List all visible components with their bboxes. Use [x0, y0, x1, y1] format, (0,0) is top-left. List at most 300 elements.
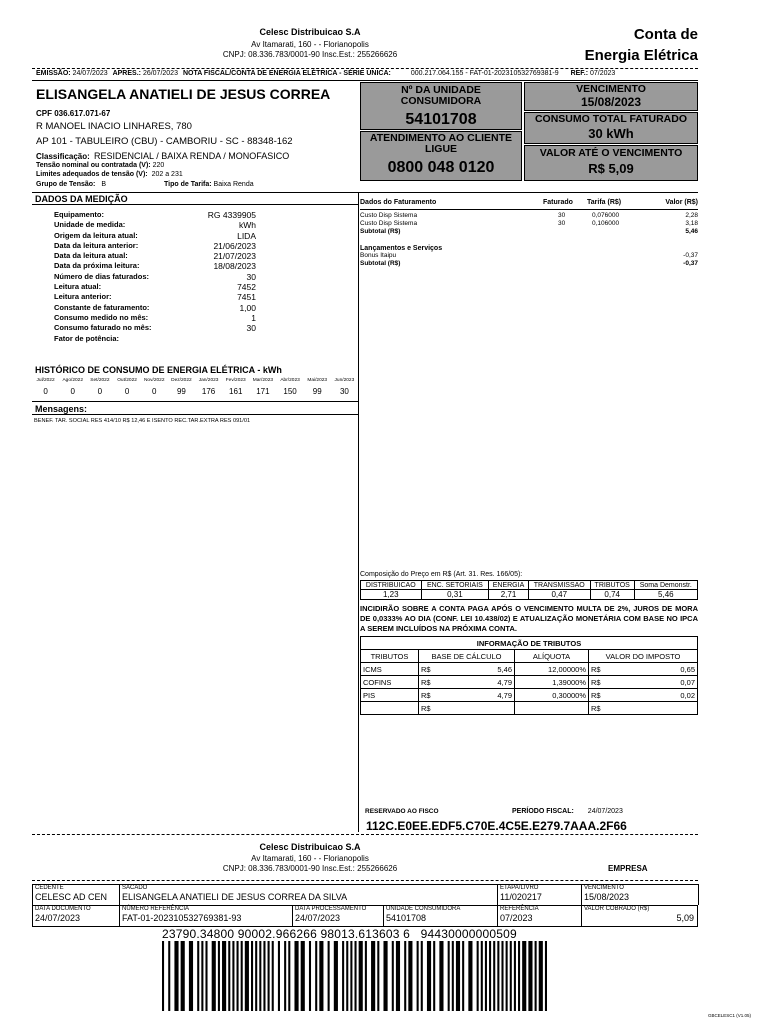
- medicao-title: DADOS DA MEDIÇÃO: [35, 194, 128, 204]
- medicao-value: 30: [246, 271, 256, 282]
- barcode-bar: [421, 941, 423, 1011]
- medicao-value: 21/06/2023: [213, 240, 256, 251]
- composicao-value: 2,71: [489, 590, 529, 600]
- barcode-bar: [237, 941, 239, 1011]
- venc-cell: [581, 884, 698, 905]
- composicao-value: 0,74: [590, 590, 634, 600]
- lanc-desc: Bonus Itaipu: [360, 252, 397, 259]
- medicao-row: [53, 292, 257, 302]
- barcode-bar: [396, 941, 400, 1011]
- numref-label: NÚMERO REFERÊNCIA: [122, 906, 190, 912]
- barcode-bar: [268, 941, 270, 1011]
- medicao-label: Número de dias faturados:: [54, 271, 150, 281]
- barcode-digits: 23790.34800 90002.966266 98013.613603 6 94430000000509: [162, 927, 517, 941]
- historico-month: Set/2022: [90, 378, 110, 383]
- medicao-row: [53, 272, 257, 282]
- ref-label: REF.:: [570, 70, 589, 77]
- divider: [32, 68, 698, 69]
- nf-label: NOTA FISCAL/CONTA DE ENERGIA ELÉTRICA - SÉRIE ÚNICA:: [182, 70, 391, 77]
- barcode-bar: [255, 941, 257, 1011]
- historico-month: Ago/2022: [62, 378, 83, 383]
- grupo-value: B: [101, 181, 106, 188]
- tributos-header: BASE DE CÁLCULO: [419, 650, 515, 663]
- medicao-label: Consumo medido no mês:: [54, 312, 149, 322]
- barcode-bar: [342, 941, 344, 1011]
- medicao-row: [53, 251, 257, 261]
- due-label: VENCIMENTO: [576, 83, 646, 95]
- stub-company: Celesc Distribuicao S.A: [259, 842, 361, 852]
- col-valor: Valor (R$): [665, 199, 698, 206]
- atendimento-box: [360, 131, 522, 181]
- consumo-value: 30 kWh: [588, 126, 634, 141]
- emissao-label: EMISSÃO:: [36, 70, 71, 77]
- medicao-value: kWh: [239, 220, 256, 231]
- numref-value: FAT-01-202310532769381-93: [122, 913, 242, 923]
- fat-desc: Custo Disp Sistema: [360, 220, 418, 227]
- tributo-rs: R$: [589, 663, 607, 676]
- etapa-cell: [497, 884, 581, 905]
- tarifa-label: Tipo de Tarifa:: [164, 181, 212, 188]
- historico-month: Dez/2022: [171, 378, 192, 383]
- barcode-bar: [278, 941, 280, 1011]
- unit-box: [360, 82, 522, 130]
- header-cnpj: CNPJ: 08.336.783/0001-90 Insc.Est.: 255266626: [222, 50, 398, 59]
- tributo-base: 5,46: [437, 663, 515, 676]
- cut-line: [32, 880, 698, 881]
- barcode-bar: [222, 941, 226, 1011]
- tributos-row: [361, 676, 698, 689]
- medicao-value: 21/07/2023: [213, 251, 256, 262]
- venc-value: 15/08/2023: [584, 892, 630, 902]
- class-value: RESIDENCIAL / BAIXA RENDA / MONOFASICO: [94, 151, 290, 161]
- barcode-bar: [355, 941, 357, 1011]
- apres-label: APRES.:: [112, 70, 141, 77]
- barcode-bar: [272, 941, 274, 1011]
- cedente-cell: [32, 884, 119, 905]
- tributo-name: COFINS: [361, 676, 419, 689]
- medicao-value: RG 4339905: [207, 210, 256, 220]
- composicao-value: 0,47: [528, 590, 590, 600]
- mensagens-text: BENEF. TAR. SOCIAL RES 414/10 R$ 12,46 E ISENTO REC.TAR.EXTRA RES 091/01: [34, 418, 251, 424]
- barcode-bar: [232, 941, 234, 1011]
- col-faturado: Faturado: [543, 199, 573, 206]
- barcode-bar: [518, 941, 520, 1011]
- periodo-fiscal: [512, 808, 623, 815]
- medicao-row: [53, 334, 257, 344]
- emissao-value: 24/07/2023: [72, 70, 108, 77]
- lanc-valor: -0,37: [683, 252, 698, 259]
- historico-value: 161: [229, 387, 243, 396]
- barcode-bar: [205, 941, 207, 1011]
- medicao-label: Constante de faturamento:: [54, 302, 150, 312]
- historico-month: Jan/2023: [198, 378, 219, 383]
- tributo-rs: R$: [589, 676, 607, 689]
- medicao-value: 7452: [237, 282, 256, 293]
- tributos-row: [361, 689, 698, 702]
- barcode-bar: [408, 941, 412, 1011]
- medicao-value: 7451: [237, 292, 256, 303]
- barcode-bar: [189, 941, 193, 1011]
- medicao-label: Equipamento:: [54, 210, 104, 219]
- lanc-subtotal-label: Subtotal (R$): [360, 260, 401, 267]
- barcode-bar: [181, 941, 185, 1011]
- tributo-valor: 0,07: [607, 676, 698, 689]
- historico-value: 0: [43, 387, 48, 396]
- medicao-value: [189, 334, 257, 344]
- fat-faturado: 30: [558, 212, 566, 219]
- fat-valor: 3,18: [685, 220, 698, 227]
- sacado-cell: [119, 884, 497, 905]
- barcode-bar: [162, 941, 164, 1011]
- tributos-header: ALÍQUOTA: [515, 650, 589, 663]
- composicao-header: ENERGIA: [489, 581, 529, 590]
- medicao-value: LIDA: [237, 230, 256, 241]
- divider: [32, 401, 358, 402]
- historico-value: 99: [312, 387, 322, 396]
- tributo-name: [361, 702, 419, 715]
- barcode-icon: [162, 941, 547, 1011]
- tributos-header: VALOR DO IMPOSTO: [589, 650, 698, 663]
- cell-border: [698, 884, 699, 905]
- tributos-row: [361, 702, 698, 715]
- tributos-row: [361, 663, 698, 676]
- barcode-bar: [468, 941, 472, 1011]
- tributo-rs: R$: [419, 676, 437, 689]
- historico-month: Mar/2023: [252, 378, 274, 383]
- barcode-bar: [462, 941, 464, 1011]
- medicao-row: [53, 241, 257, 251]
- due-value: 15/08/2023: [580, 95, 642, 109]
- composicao-header: TRIBUTOS: [590, 581, 634, 590]
- classificacao: [36, 151, 289, 161]
- consumo-label: CONSUMO TOTAL FATURADO: [534, 113, 688, 125]
- limites-value: 202 a 231: [151, 171, 183, 178]
- barcode-bar: [359, 941, 363, 1011]
- tributo-valor: 0,65: [607, 663, 698, 676]
- historico-title: HISTÓRICO DE CONSUMO DE ENERGIA ELÉTRICA - kWh: [35, 365, 282, 375]
- grupo-tensao: [36, 181, 106, 188]
- barcode-bar: [383, 941, 387, 1011]
- class-label: Classificação:: [36, 152, 90, 161]
- medicao-table: [53, 210, 257, 344]
- barcode-bar: [245, 941, 249, 1011]
- medicao-row: [53, 210, 257, 220]
- historico-month: Abr/2023: [280, 378, 300, 383]
- medicao-label: Data da leitura atual:: [54, 251, 128, 261]
- subtotal-label: Subtotal (R$): [360, 228, 401, 235]
- atend-value: 0800 048 0120: [387, 159, 495, 176]
- tensao-label: Tensão nominal ou contratada (V):: [36, 162, 151, 169]
- numref-cell: [119, 905, 292, 927]
- medicao-row: [53, 231, 257, 241]
- tributo-rs: R$: [589, 689, 607, 702]
- barcode-bar: [288, 941, 290, 1011]
- faturamento-title: Dados do Faturamento: [360, 199, 437, 206]
- lanc-subtotal-value: -0,37: [683, 260, 698, 267]
- composicao-header: TRANSMISSAO: [528, 581, 590, 590]
- fat-desc: Custo Disp Sistema: [360, 212, 418, 219]
- composicao-value: 1,23: [361, 590, 422, 600]
- periodo-value: 24/07/2023: [587, 808, 623, 815]
- due-box: [524, 82, 698, 111]
- col-tarifa: Tarifa (R$): [587, 199, 622, 206]
- barcode-bar: [481, 941, 483, 1011]
- column-divider: [358, 192, 359, 832]
- stub-cnpj: CNPJ: 08.336.783/0001-90 Insc.Est.: 255266626: [222, 864, 398, 873]
- barcode-bar: [201, 941, 203, 1011]
- tributo-aliquota: [515, 702, 589, 715]
- historico-value: 0: [70, 387, 75, 396]
- barcode-bar: [528, 941, 532, 1011]
- medicao-label: Fator de potência:: [54, 333, 120, 343]
- title-line2: Energia Elétrica: [584, 47, 698, 64]
- etapa-label: ETAPA/LIVRO: [500, 885, 539, 891]
- cedente-label: CEDENTE: [35, 885, 64, 891]
- barcode-bar: [365, 941, 367, 1011]
- barcode-bar: [294, 941, 298, 1011]
- barcode-bar: [514, 941, 516, 1011]
- dataproc-cell: [292, 905, 383, 927]
- unidade-label: UNIDADE CONSUMIDORA: [386, 906, 461, 912]
- medicao-label: Leitura anterior:: [54, 292, 112, 302]
- barcode-bar: [309, 941, 311, 1011]
- fisco-hash: 112C.E0EE.EDF5.C70E.4C5E.E279.7AAA.2F66: [366, 819, 627, 833]
- nf-number: 000.217.064.155 - FAT-01-202310532769381-9: [410, 70, 559, 77]
- barcode-bar: [493, 941, 495, 1011]
- barcode-bar: [489, 941, 491, 1011]
- medicao-value: 1: [251, 312, 256, 323]
- composicao-title: Composição do Preço em R$ (Art. 31. Res. 166/05):: [360, 571, 523, 578]
- medicao-value: 30: [246, 323, 256, 334]
- tributos-table: [360, 636, 698, 715]
- medicao-value: 1,00: [239, 302, 256, 313]
- medicao-label: Unidade de medida:: [54, 220, 126, 230]
- tributo-name: PIS: [361, 689, 419, 702]
- venc-label: VENCIMENTO: [584, 885, 624, 891]
- barcode-bar: [506, 941, 508, 1011]
- historico-value: 176: [201, 387, 216, 396]
- barcode-bar: [417, 941, 419, 1011]
- barcode-bar: [228, 941, 230, 1011]
- tipo-tarifa: [164, 181, 254, 188]
- limites-tensao: [36, 171, 183, 178]
- barcode-bar: [448, 941, 450, 1011]
- barcode-bar: [501, 941, 503, 1011]
- tarifa-value: Baixa Renda: [213, 181, 254, 188]
- valor-value: R$ 5,09: [588, 161, 634, 176]
- valor-label: VALOR ATÉ O VENCIMENTO: [539, 147, 683, 159]
- tributo-base: 4,79: [437, 676, 515, 689]
- divider: [32, 414, 358, 415]
- historico-value: 0: [152, 387, 157, 396]
- barcode-bar: [334, 941, 338, 1011]
- medicao-label: Leitura atual:: [54, 282, 102, 292]
- barcode-bar: [456, 941, 460, 1011]
- medicao-row: [53, 323, 257, 333]
- barcode-bar: [263, 941, 265, 1011]
- valorcob-label: VALOR COBRADO (R$): [584, 906, 650, 912]
- sacado-value: ELISANGELA ANATIELI DE JESUS CORREA DA SILVA: [122, 892, 348, 902]
- tributo-name: ICMS: [361, 663, 419, 676]
- barcode-bar: [452, 941, 454, 1011]
- barcode-bar: [535, 941, 537, 1011]
- apres-value: 26/07/2023: [142, 70, 178, 77]
- composicao-header: ENC. SETORIAIS: [421, 581, 489, 590]
- tributos-title: INFORMAÇÃO DE TRIBUTOS: [361, 637, 698, 650]
- tensao-value: 220: [152, 162, 165, 169]
- barcode-bar: [301, 941, 305, 1011]
- barcode-bar: [174, 941, 178, 1011]
- barcode-bar: [168, 941, 170, 1011]
- tributo-aliquota: 1,39000%: [515, 676, 589, 689]
- stub-address: Av Itamarati, 160 - - Florianopolis: [251, 854, 369, 863]
- barcode-bar: [477, 941, 479, 1011]
- faturamento-section: [360, 199, 698, 268]
- tributo-base: [437, 702, 515, 715]
- historico-month: Jun/2023: [334, 378, 355, 383]
- document-title: [585, 24, 698, 66]
- medicao-row: [53, 220, 257, 230]
- stub-empresa: EMPRESA: [608, 864, 648, 873]
- fat-tarifa: 0,076000: [592, 212, 620, 219]
- tributo-base: 4,79: [437, 689, 515, 702]
- customer-name: ELISANGELA ANATIELI DE JESUS CORREA: [36, 86, 331, 102]
- sacado-label: SACADO: [122, 885, 148, 891]
- tributo-rs: R$: [419, 689, 437, 702]
- unit-label: Nº DA UNIDADE CONSUMIDORA: [400, 84, 482, 107]
- reservado-label: RESERVADO AO FISCO: [365, 808, 439, 815]
- barcode-bar: [433, 941, 435, 1011]
- subtotal-value: 5,46: [685, 228, 698, 235]
- barcode-bar: [218, 941, 220, 1011]
- medicao-row: [53, 303, 257, 313]
- barcode-bar: [212, 941, 216, 1011]
- customer-cpf: CPF 036.617.071-67: [36, 109, 111, 118]
- historico-value: 0: [124, 387, 130, 396]
- historico-month: Out/2022: [117, 378, 137, 383]
- tributos-header: TRIBUTOS: [361, 650, 419, 663]
- barcode-bar: [404, 941, 406, 1011]
- limites-label: Limites adequados de tensão (V):: [36, 171, 148, 178]
- etapa-value: 11/020217: [500, 892, 542, 902]
- fat-faturado: 30: [558, 220, 566, 227]
- datadoc-label: DATA DOCUMENTO: [35, 906, 91, 912]
- barcode-bar: [377, 941, 379, 1011]
- barcode-bar: [346, 941, 348, 1011]
- divider: [32, 192, 698, 193]
- barcode-bar: [315, 941, 317, 1011]
- barcode-bar: [485, 941, 487, 1011]
- medicao-row: [53, 261, 257, 271]
- info-bar: [36, 70, 615, 77]
- multa-text: INCIDIRÃO SOBRE A CONTA PAGA APÓS O VENCIMENTO MULTA DE 2%, JUROS DE MORA DE 0,0333% AO DIA (CONF. LEI 10.438/02) E ATUALIZAÇÃO MONETÁRIA COM BASE NO IPCA A SEREM INCLUÍDOS NA PRÓXIMA CONTA.: [360, 604, 698, 633]
- title-line1: Conta de: [633, 26, 698, 43]
- lanc-row: [360, 252, 698, 260]
- unidade-cell: [383, 905, 497, 927]
- barcode-bar: [197, 941, 199, 1011]
- barcode-bar: [522, 941, 526, 1011]
- consumo-box: [524, 112, 698, 144]
- header-company-block: [190, 27, 430, 59]
- historico-month: Nov/2022: [143, 378, 165, 383]
- barcode-bar: [427, 941, 431, 1011]
- datadoc-value: 24/07/2023: [35, 913, 81, 923]
- barcode-bar: [319, 941, 323, 1011]
- barcode-bar: [241, 941, 243, 1011]
- lanc-title: Lançamentos e Serviços: [360, 245, 443, 252]
- mensagens-title: Mensagens:: [35, 404, 88, 414]
- divider: [32, 204, 358, 205]
- composicao-table: [360, 580, 698, 600]
- barcode-bar: [350, 941, 352, 1011]
- valorcob-value: 5,09: [676, 913, 694, 923]
- barcode-bar: [439, 941, 443, 1011]
- grupo-label: Grupo de Tensão:: [36, 181, 96, 188]
- historico-value: 171: [256, 387, 270, 396]
- valorcob-cell: [581, 905, 698, 927]
- cut-line: [32, 834, 698, 835]
- stub-company-block: [190, 842, 430, 873]
- header-company: Celesc Distribuicao S.A: [259, 27, 361, 37]
- referencia-cell: [497, 905, 581, 927]
- medicao-label: Consumo faturado no mês:: [54, 323, 152, 333]
- dataproc-value: 24/07/2023: [295, 913, 341, 923]
- divider: [32, 80, 698, 81]
- faturamento-row: [360, 212, 698, 220]
- ref-value: 07/2023: [590, 70, 616, 77]
- referencia-label: REFERÊNCIA: [500, 906, 539, 912]
- footer-code: GBCELESC1 (V1.05): [708, 1013, 752, 1018]
- barcode-bar: [392, 941, 394, 1011]
- fat-valor: 2,28: [685, 212, 698, 219]
- medicao-label: Data da leitura anterior:: [54, 240, 139, 250]
- faturamento-row: [360, 220, 698, 228]
- customer-address: AP 101 - TABULEIRO (CBU) - CAMBORIU - SC - 88348-162: [36, 136, 293, 147]
- datadoc-cell: [32, 905, 119, 927]
- barcode-bar: [371, 941, 375, 1011]
- barcode-bar: [539, 941, 543, 1011]
- tributo-aliquota: 12,00000%: [515, 663, 589, 676]
- barcode-bar: [284, 941, 286, 1011]
- historico-value: 0: [97, 387, 103, 396]
- medicao-row: [53, 282, 257, 292]
- tributo-valor: 0,02: [607, 689, 698, 702]
- atend-label: ATENDIMENTO AO CLIENTE LIGUE: [369, 132, 513, 155]
- dataproc-label: DATA PROCESSAMENTO: [295, 906, 367, 912]
- historico-month: Mai/2023: [307, 378, 328, 383]
- tributo-aliquota: 0,30000%: [515, 689, 589, 702]
- historico-month: Fev/2023: [225, 378, 246, 383]
- medicao-row: [53, 313, 257, 323]
- medicao-label: Origem da leitura atual:: [54, 230, 138, 240]
- tributo-rs: R$: [419, 663, 437, 676]
- customer-street: R MANOEL INACIO LINHARES, 780: [36, 121, 192, 132]
- composicao-value: 0,31: [421, 590, 489, 600]
- barcode-bar: [328, 941, 330, 1011]
- referencia-value: 07/2023: [500, 913, 533, 923]
- historico-value: 30: [339, 387, 349, 396]
- composicao-value: 5,46: [634, 590, 697, 600]
- tributo-rs: R$: [589, 702, 607, 715]
- tensao-nominal: [36, 162, 164, 169]
- unidade-value: 54101708: [386, 913, 427, 923]
- barcode-bar: [545, 941, 547, 1011]
- unit-value: 54101708: [405, 111, 477, 128]
- header-address: Av Itamarati, 160 - - Florianopolis: [251, 40, 369, 49]
- medicao-label: Data da próxima leitura:: [54, 261, 140, 271]
- historico-value: 150: [283, 387, 297, 396]
- fat-tarifa: 0,106000: [592, 220, 620, 227]
